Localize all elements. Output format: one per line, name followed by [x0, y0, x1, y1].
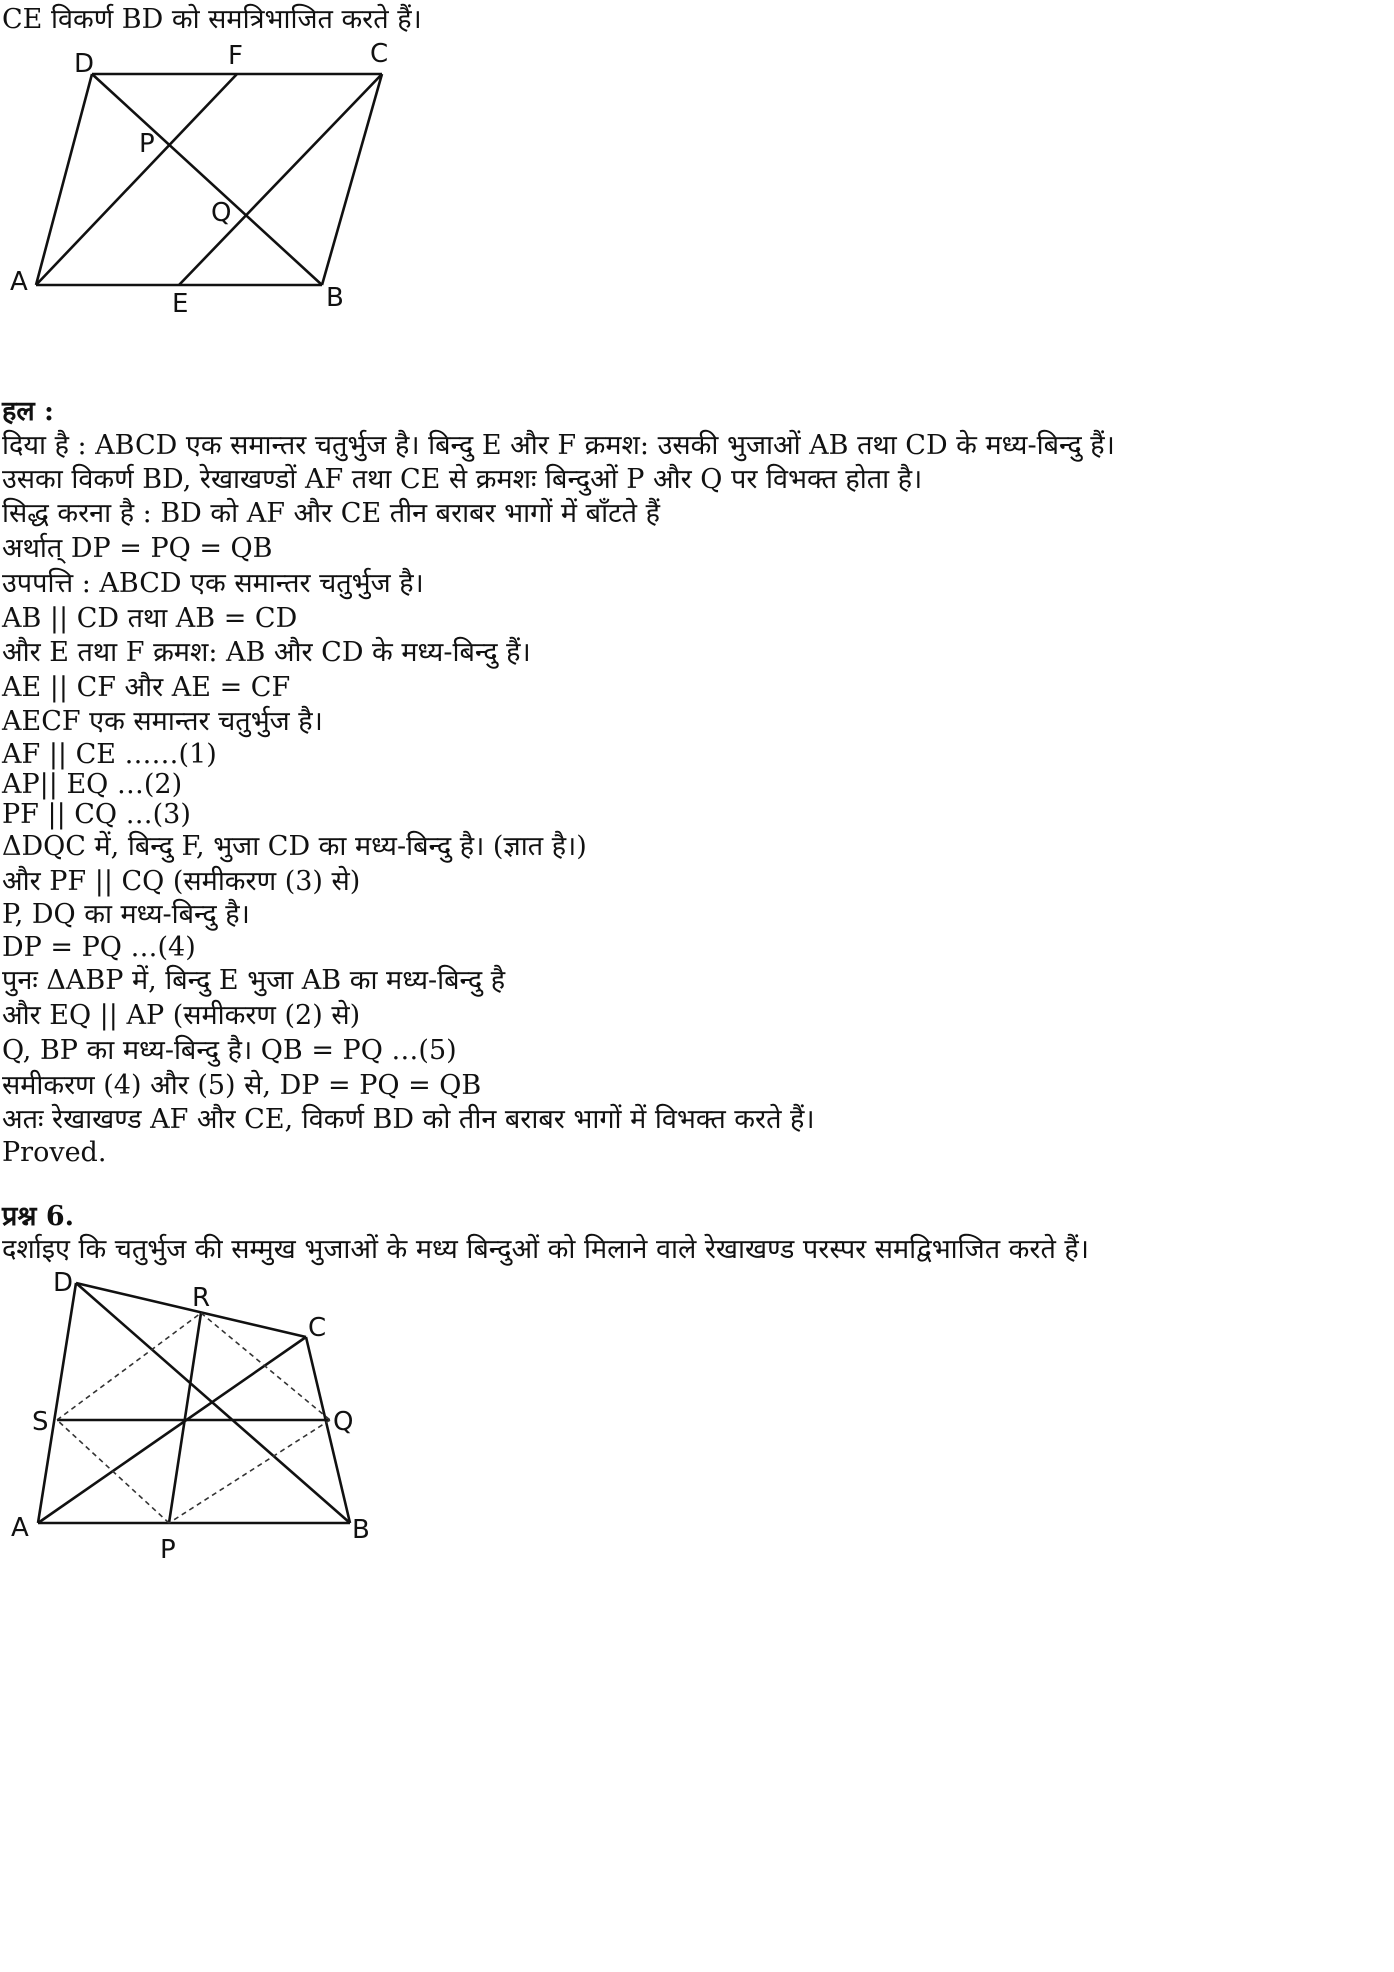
parallelogram-figure — [0, 30, 500, 320]
label-e: E — [172, 289, 189, 319]
solution-line: दिया है : ABCD एक समान्तर चतुर्भुज है। बिन्दु E और F क्रमश: उसकी भुजाओं AB तथा CD के मध्य-बिन्दु हैं। — [2, 430, 1115, 461]
solution-line: पुनः ΔABP में, बिन्दु E भुजा AB का मध्य-बिन्दु है — [2, 965, 506, 996]
solution-line: और E तथा F क्रमश: AB और CD के मध्य-बिन्दु हैं। — [2, 637, 531, 668]
label-q: Q — [211, 198, 232, 228]
solution-line: P, DQ का मध्य-बिन्दु है। — [2, 899, 250, 930]
label-q: Q — [333, 1407, 354, 1437]
side-dc — [76, 1283, 306, 1337]
segment-rp — [169, 1313, 201, 1523]
intro-line: CE विकर्ण BD को समत्रिभाजित करते हैं। — [2, 4, 422, 35]
solution-line: PF || CQ …(3) — [2, 799, 191, 830]
solution-line: उसका विकर्ण BD, रेखाखण्डों AF तथा CE से क्रमशः बिन्दुओं P और Q पर विभक्त होता है। — [2, 464, 923, 495]
solution-line: अर्थात् DP = PQ = QB — [2, 533, 273, 564]
solution-line: AE || CF और AE = CF — [2, 672, 291, 703]
solution-line: और EQ || AP (समीकरण (2) से) — [2, 1000, 361, 1031]
label-d: D — [74, 49, 95, 79]
solution-line: Q, BP का मध्य-बिन्दु है। QB = PQ …(5) — [2, 1035, 457, 1066]
solution-line: Proved. — [2, 1137, 107, 1168]
solution-line: समीकरण (4) और (5) से, DP = PQ = QB — [2, 1070, 482, 1101]
solution-line: AECF एक समान्तर चतुर्भुज है। — [2, 706, 323, 737]
label-b: B — [352, 1515, 370, 1545]
label-b: B — [326, 283, 344, 313]
solution-line: और PF || CQ (समीकरण (3) से) — [2, 866, 361, 897]
label-p: P — [139, 129, 155, 159]
solution-line: AB || CD तथा AB = CD — [2, 603, 298, 634]
solution-line: अतः रेखाखण्ड AF और CE, विकर्ण BD को तीन बराबर भागों में विभक्त करते हैं। — [2, 1104, 815, 1135]
solution-line: ΔDQC में, बिन्दु F, भुजा CD का मध्य-बिन्दु है। (ज्ञात है।) — [2, 831, 587, 862]
solution-line: सिद्ध करना है : BD को AF और CE तीन बराबर भागों में बाँटते हैं — [2, 498, 660, 529]
solution-heading: हल : — [2, 396, 55, 427]
solution-line: AP|| EQ …(2) — [2, 769, 183, 800]
question-6-text: दर्शाइए कि चतुर्भुज की सम्मुख भुजाओं के मध्य बिन्दुओं को मिलाने वाले रेखाखण्ड परस्पर समद्विभाजित करते हैं। — [2, 1234, 1089, 1265]
label-f: F — [228, 41, 243, 71]
label-r: R — [192, 1283, 211, 1313]
solution-line: उपपत्ति : ABCD एक समान्तर चतुर्भुज है। — [2, 568, 424, 599]
label-c: C — [370, 39, 389, 69]
label-d: D — [53, 1268, 74, 1298]
quadrilateral-figure — [0, 1270, 420, 1572]
label-a: A — [10, 267, 28, 297]
side-ad — [38, 1283, 76, 1523]
solution-line: AF || CE ……(1) — [2, 739, 217, 770]
label-p: P — [160, 1535, 176, 1565]
solution-line: DP = PQ …(4) — [2, 932, 196, 963]
side-ad — [36, 74, 92, 285]
label-s: S — [32, 1407, 49, 1437]
question-6-heading: प्रश्न 6. — [2, 1201, 75, 1232]
dashed-ps — [57, 1420, 169, 1523]
label-c: C — [308, 1313, 327, 1343]
label-a: A — [11, 1513, 29, 1543]
